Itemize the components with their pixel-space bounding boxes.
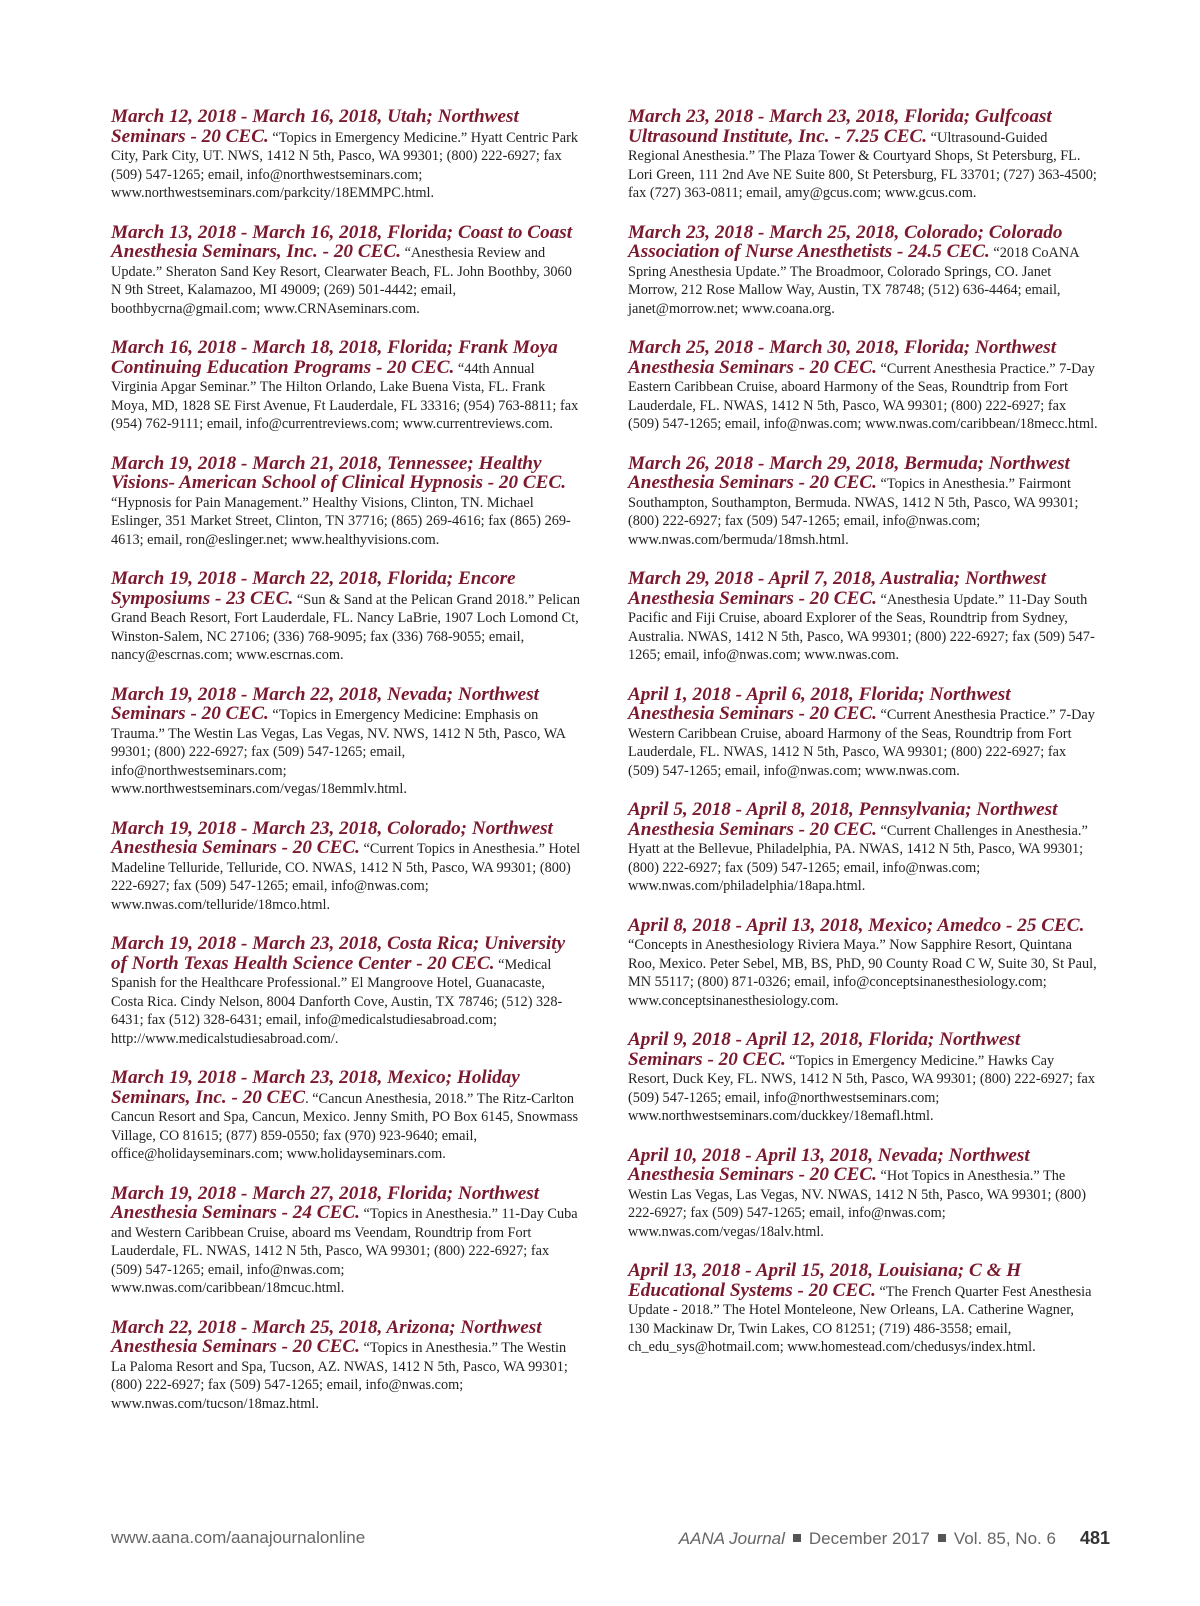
entry-heading: March 23, 2018 - March 23, 2018, Florida; Gulfcoast Ultrasound Institute, Inc. - 7.25 CEC.	[628, 106, 1052, 147]
entry-heading: April 9, 2018 - April 12, 2018, Florida; Northwest Seminars - 20 CEC.	[628, 1029, 1021, 1070]
meeting-entry	[111, 108, 581, 203]
entry-heading: March 19, 2018 - March 21, 2018, Tennessee; Healthy Visions- American School of Clinical Hypnosis - 20 CEC.	[111, 452, 567, 493]
meeting-entry	[111, 1182, 581, 1298]
meeting-entry	[111, 452, 581, 550]
square-bullet-icon	[938, 1534, 946, 1542]
entry-heading: March 25, 2018 - March 30, 2018, Florida; Northwest Anesthesia Seminars - 20 CEC.	[628, 337, 1057, 378]
entry-heading: March 19, 2018 - March 22, 2018, Nevada; Northwest Seminars - 20 CEC.	[111, 683, 539, 724]
meeting-entry	[628, 914, 1098, 1011]
entry-heading: March 19, 2018 - March 22, 2018, Florida; Encore Symposiums - 23 CEC.	[111, 568, 516, 609]
journal-title: AANA Journal	[678, 1529, 785, 1548]
entry-heading: March 19, 2018 - March 23, 2018, Colorado; Northwest Anesthesia Seminars - 20 CEC.	[111, 817, 553, 858]
meeting-entry	[628, 801, 1098, 896]
entry-heading: March 12, 2018 - March 16, 2018, Utah; Northwest Seminars - 20 CEC.	[111, 106, 519, 147]
footer-url[interactable]: www.aana.com/aanajournalonline	[111, 1528, 366, 1547]
entry-heading: March 29, 2018 - April 7, 2018, Australia; Northwest Anesthesia Seminars - 20 CEC.	[628, 568, 1047, 609]
entry-details: “Current Anesthesia Practice.” 7-Day Western Caribbean Cruise, aboard Harmony of the Seas, Roundtrip from Fort Lauderdale, FL. NWAS, 1412 N 5th, Pasco, WA 99301; (800) 222-6927; fax (509) 547-1265; email, info@nwas.com; www.nwas.com.	[628, 707, 1095, 779]
entry-details: “Topics in Anesthesia.” The Westin La Paloma Resort and Spa, Tucson, AZ. NWAS, 1412 N 5th, Pasco, WA 99301; (800) 222-6927; fax (509) 547-1265; email, info@nwas.com; www.nwas.com/tucson/18maz.html.	[111, 1340, 568, 1412]
entry-heading: March 19, 2018 - March 27, 2018, Florida; Northwest Anesthesia Seminars - 24 CEC.	[111, 1182, 540, 1223]
entry-details: “Current Anesthesia Practice.” 7-Day Eastern Caribbean Cruise, aboard Harmony of the Seas, Roundtrip from Fort Lauderdale, FL. NWAS, 1412 N 5th, Pasco, WA 99301; (800) 222-6927; fax (509) 547-1265; email, info@nwas.com; www.nwas.com/caribbean/18mecc.html.	[628, 360, 1098, 432]
entry-heading: March 23, 2018 - March 25, 2018, Colorado; Colorado Association of Nurse Anesthetists - 24.5 CEC.	[628, 221, 1063, 262]
meeting-entry	[628, 570, 1098, 665]
entry-details: “Topics in Emergency Medicine.” Hyatt Centric Park City, Park City, UT. NWS, 1412 N 5th, Pasco, WA 99301; (800) 222-6927; fax (509) 547-1265; email, info@northwestseminars.com; www.northwestseminars.com/parkcity/18EMMPC.html.	[111, 129, 579, 201]
meeting-entry	[628, 108, 1098, 203]
entry-details: “Topics in Emergency Medicine: Emphasis on Trauma.” The Westin Las Vegas, Las Vegas, NV. NWS, 1412 N 5th, Pasco, WA 99301; (800) 222-6927; fax (509) 547-1265; email, info@northwestseminars.com; www.northwestseminars.com/vegas/18emmlv.html.	[111, 707, 566, 797]
meeting-entry	[111, 683, 581, 799]
meeting-entry	[111, 817, 581, 915]
square-bullet-icon	[793, 1534, 801, 1542]
entry-heading: April 8, 2018 - April 13, 2018, Mexico; Amedco - 25 CEC.	[628, 914, 1085, 936]
entry-details: “Anesthesia Review and Update.” Sheraton Sand Key Resort, Clearwater Beach, FL. John Boothby, 3060 N 9th Street, Kalamazoo, MI 49009; (269) 501-4442; email, boothbycrna@gmail.com; www.CRNAseminars.com.	[111, 245, 572, 317]
meeting-entry	[628, 1144, 1098, 1242]
entry-details: “Hypnosis for Pain Management.” Healthy Visions, Clinton, TN. Michael Eslinger, 351 Market Street, Clinton, TN 37716; (865) 269-4616; fax (865) 269-4613; email, ron@eslinger.net; www.healthyvisions.com.	[111, 494, 571, 548]
entry-heading: April 13, 2018 - April 15, 2018, Louisiana; C & H Educational Systems - 20 CEC.	[628, 1260, 1022, 1301]
entry-details: “Topics in Anesthesia.” Fairmont Southampton, Southampton, Bermuda. NWAS, 1412 N 5th, Pasco, WA 99301; (800) 222-6927; fax (509) 547-1265; email, info@nwas.com; www.nwas.com/bermuda/18msh.html.	[628, 476, 1079, 548]
meeting-entry	[111, 1316, 581, 1414]
entry-details: “Current Challenges in Anesthesia.” Hyatt at the Bellevue, Philadelphia, PA. NWAS, 1412 N 5th, Pasco, WA 99301; (800) 222-6927; fax (509) 547-1265; email, info@nwas.com; www.nwas.com/philadelphia/18apa.html.	[628, 822, 1088, 894]
entry-details: “Topics in Emergency Medicine.” Hawks Cay Resort, Duck Key, FL. NWS, 1412 N 5th, Pasco, WA 99301; (800) 222-6927; fax (509) 547-1265; email, info@northwestseminars.com; www.northwestseminars.com/duckkey/18emafl.html.	[628, 1052, 1095, 1124]
entry-details: “Concepts in Anesthesiology Riviera Maya.” Now Sapphire Resort, Quintana Roo, Mexico. Peter Sebel, MB, BS, PhD, 90 County Road C W, Suite 30, St Paul, MN 55117; (800) 871-0326; email, info@conceptsinanesthesiology.com; www.conceptsinanesthesiology.com.	[628, 937, 1097, 1009]
entry-details: “44th Annual Virginia Apgar Seminar.” The Hilton Orlando, Lake Buena Vista, FL. Frank Moya, MD, 1828 SE First Avenue, Ft Lauderdale, FL 33316; (954) 763-8811; fax (954) 762-9111; email, info@currentreviews.com; www.currentreviews.com.	[111, 360, 579, 432]
entry-details: “Current Topics in Anesthesia.” Hotel Madeline Telluride, Telluride, CO. NWAS, 1412 N 5th, Pasco, WA 99301; (800) 222-6927; fax (509) 547-1265; email, info@nwas.com; www.nwas.com/telluride/18mco.html.	[111, 841, 581, 913]
entry-details: “Hot Topics in Anesthesia.” The Westin Las Vegas, Las Vegas, NV. NWAS, 1412 N 5th, Pasco, WA 99301; (800) 222-6927; fax (509) 547-1265; email, info@nwas.com; www.nwas.com/vegas/18alv.html.	[628, 1168, 1087, 1240]
left-column	[111, 108, 581, 1434]
meeting-entry	[628, 683, 1098, 781]
page-number: 481	[1079, 1528, 1110, 1548]
entry-heading: March 22, 2018 - March 25, 2018, Arizona; Northwest Anesthesia Seminars - 20 CEC.	[111, 1316, 542, 1357]
meeting-entry	[628, 339, 1098, 434]
footer-citation	[679, 1528, 1110, 1549]
entry-details: “Topics in Anesthesia.” 11-Day Cuba and Western Caribbean Cruise, aboard ms Veendam, Roundtrip from Fort Lauderdale, FL. NWAS, 1412 N 5th, Pasco, WA 99301; (800) 222-6927; fax (509) 547-1265; email, info@nwas.com; www.nwas.com/caribbean/18mcuc.html.	[111, 1206, 578, 1296]
entry-details: “Medical Spanish for the Healthcare Professional.” El Mangroove Hotel, Guanacaste, Costa Rica. Cindy Nelson, 8004 Danforth Cove, Austin, TX 78746; (512) 328-6431; fax (512) 328-6431; email, info@medicalstudiesabroad.com; http://www.medicalstudiesabroad.com/.	[111, 956, 563, 1047]
entry-heading: March 19, 2018 - March 23, 2018, Costa Rica; University of North Texas Health Science Center - 20 CEC.	[111, 933, 566, 974]
page-footer	[111, 1528, 1110, 1552]
entry-heading: April 1, 2018 - April 6, 2018, Florida; Northwest Anesthesia Seminars - 20 CEC.	[628, 683, 1011, 724]
entry-details: “Anesthesia Update.” 11-Day South Pacific and Fiji Cruise, aboard Explorer of the Seas, Roundtrip from Sydney, Australia. NWAS, 1412 N 5th, Pasco, WA 99301; (800) 222-6927; fax (509) 547-1265; email, info@nwas.com; www.nwas.com.	[628, 591, 1095, 663]
entry-details: “Sun & Sand at the Pelican Grand 2018.” Pelican Grand Beach Resort, Fort Lauderdale, FL. Nancy LaBrie, 1907 Loch Lomond Ct, Winston-Salem, NC 27106; (336) 768-9095; fax (336) 768-9055; email, nancy@escrnas.com; www.escrnas.com.	[111, 591, 580, 663]
entry-details: “The French Quarter Fest Anesthesia Update - 2018.” The Hotel Monteleone, New Orleans, LA. Catherine Wagner, 130 Mackinaw Dr, Twin Lakes, CO 81251; (719) 486-3558; email, ch_edu_sys@hotmail.com; www.homestead.com/chedusys/index.html.	[628, 1283, 1092, 1355]
meeting-entry	[628, 1262, 1098, 1357]
meeting-entry	[111, 935, 581, 1048]
entry-details: “2018 CoANA Spring Anesthesia Update.” The Broadmoor, Colorado Springs, CO. Janet Morrow, 212 Rose Mallow Way, Austin, TX 78748; (512) 636-4464; email, janet@morrow.net; www.coana.org.	[628, 245, 1079, 317]
entry-details: “Ultrasound-Guided Regional Anesthesia.” The Plaza Tower & Courtyard Shops, St Petersburg, FL. Lori Green, 111 2nd Ave NE Suite 800, St Petersburg, FL 33701; (727) 363-4500; fax (727) 363-0811; email, amy@gcus.com; www.gcus.com.	[628, 129, 1097, 201]
entry-heading: March 19, 2018 - March 23, 2018, Mexico; Holiday Seminars, Inc. - 20 CEC	[111, 1067, 520, 1108]
meeting-entry	[111, 570, 581, 665]
entry-heading: March 13, 2018 - March 16, 2018, Florida; Coast to Coast Anesthesia Seminars, Inc. - 20 CEC.	[111, 221, 573, 262]
volume-issue: Vol. 85, No. 6	[953, 1529, 1056, 1548]
entry-heading: March 26, 2018 - March 29, 2018, Bermuda; Northwest Anesthesia Seminars - 20 CEC.	[628, 452, 1070, 493]
meeting-entry	[111, 1069, 581, 1164]
issue-date: December 2017	[808, 1529, 930, 1548]
entry-heading: March 16, 2018 - March 18, 2018, Florida; Frank Moya Continuing Education Programs - 20 CEC.	[111, 337, 558, 378]
meeting-entry	[628, 221, 1098, 319]
meeting-entry	[111, 339, 581, 434]
entry-details: . “Cancun Anesthesia, 2018.” The Ritz-Carlton Cancun Resort and Spa, Cancun, Mexico. Jenny Smith, PO Box 6145, Snowmass Village, CO 81615; (877) 859-0550; fax (970) 923-9640; email, office@holidayseminars.com; www.holidayseminars.com.	[111, 1090, 579, 1162]
entry-heading: April 10, 2018 - April 13, 2018, Nevada; Northwest Anesthesia Seminars - 20 CEC.	[628, 1144, 1030, 1185]
meeting-entry	[628, 452, 1098, 550]
right-column	[628, 108, 1098, 1378]
meeting-entry	[628, 1031, 1098, 1126]
meeting-entry	[111, 221, 581, 319]
entry-heading: April 5, 2018 - April 8, 2018, Pennsylvania; Northwest Anesthesia Seminars - 20 CEC.	[628, 799, 1058, 840]
